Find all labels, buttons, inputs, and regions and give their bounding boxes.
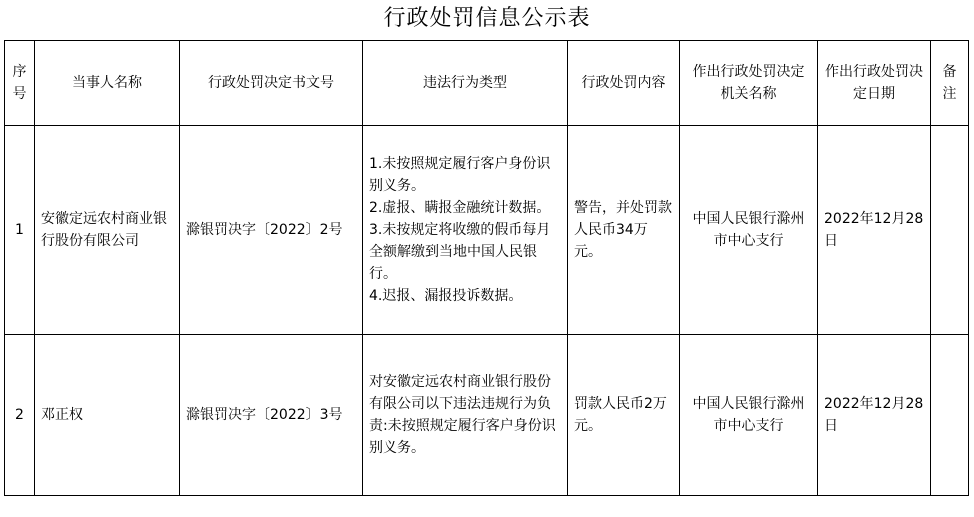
- violation-item: 1.未按照规定履行客户身份识别义务。: [369, 156, 551, 194]
- cell-date: 2022年12月28日: [818, 126, 931, 335]
- header-date: 作出行政处罚决定日期: [818, 41, 931, 126]
- header-row: [5, 41, 969, 126]
- cell-index: 2: [5, 335, 35, 496]
- cell-docno: 滁银罚决字〔2022〕2号: [180, 126, 363, 335]
- header-content: 行政处罚内容: [568, 41, 680, 126]
- cell-party: 安徽定远农村商业银行股份有限公司: [35, 126, 180, 335]
- header-index: 序号: [5, 41, 35, 126]
- cell-remark: [931, 335, 969, 496]
- cell-authority: 中国人民银行滁州市中心支行: [680, 335, 818, 496]
- cell-party: 邓正权: [35, 335, 180, 496]
- header-authority: 作出行政处罚决定机关名称: [680, 41, 818, 126]
- violation-item: 2.虚报、瞒报金融统计数据。: [369, 200, 551, 216]
- cell-violation: [363, 335, 568, 496]
- violation-item: 4.迟报、漏报投诉数据。: [369, 288, 523, 304]
- cell-violation: [363, 126, 568, 335]
- violation-item: 3.未按规定将收缴的假币每月全额解缴到当地中国人民银行。: [369, 222, 551, 282]
- cell-authority: 中国人民银行滁州市中心支行: [680, 126, 818, 335]
- header-docno: 行政处罚决定书文号: [180, 41, 363, 126]
- table-row: [5, 335, 969, 496]
- header-party: 当事人名称: [35, 41, 180, 126]
- violation-item: 对安徽定远农村商业银行股份有限公司以下违法违规行为负责:未按照规定履行客户身份识别义务。: [369, 374, 556, 456]
- cell-content: 警告，并处罚款人民币34万元。: [568, 126, 680, 335]
- cell-docno: 滁银罚决字〔2022〕3号: [180, 335, 363, 496]
- cell-date: 2022年12月28日: [818, 335, 931, 496]
- penalty-table: [4, 40, 969, 496]
- cell-content: 罚款人民币2万元。: [568, 335, 680, 496]
- header-violation: 违法行为类型: [363, 41, 568, 126]
- table-row: [5, 126, 969, 335]
- page-title: 行政处罚信息公示表: [383, 6, 591, 31]
- cell-remark: [931, 126, 969, 335]
- cell-index: 1: [5, 126, 35, 335]
- header-remark: 备注: [931, 41, 969, 126]
